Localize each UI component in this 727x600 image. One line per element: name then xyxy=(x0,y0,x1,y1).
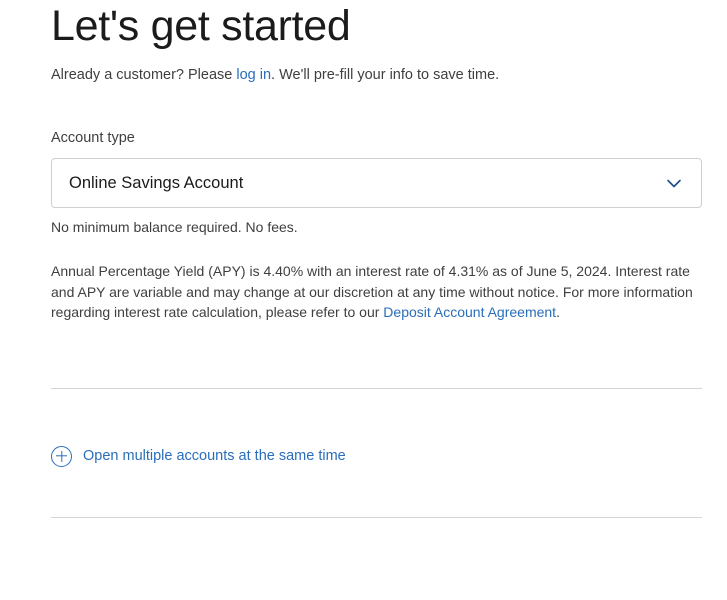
apy-disclosure-text: Annual Percentage Yield (APY) is 4.40% with an interest rate of 4.31% as of June 5, 2024. Interest rate and APY are variable and may change at our discretion at any time without notice. For more information regarding interest rate calculation, please refer to our xyxy=(51,263,693,320)
apy-disclosure xyxy=(51,261,706,323)
divider-bottom xyxy=(51,517,702,518)
account-type-selected-value: Online Savings Account xyxy=(69,173,244,192)
open-multiple-accounts-button[interactable] xyxy=(51,446,346,467)
login-prompt xyxy=(51,65,703,85)
page-title: Let's get started xyxy=(51,2,351,50)
account-type-helper-text: No minimum balance required. No fees. xyxy=(51,219,298,235)
log-in-link[interactable]: log in xyxy=(236,67,272,83)
plus-circle-icon xyxy=(51,446,72,467)
deposit-account-agreement-link[interactable]: Deposit Account Agreement xyxy=(383,304,557,320)
open-multiple-accounts-label: Open multiple accounts at the same time xyxy=(83,448,346,464)
divider-top xyxy=(51,388,702,389)
account-type-select[interactable] xyxy=(51,158,702,208)
login-prompt-text-before: Already a customer? Please xyxy=(51,67,237,83)
apy-disclosure-text-end: . xyxy=(556,304,560,320)
account-type-label: Account type xyxy=(51,130,135,146)
chevron-down-icon[interactable] xyxy=(665,174,683,192)
login-prompt-text-after: . We'll pre-fill your info to save time. xyxy=(271,67,500,83)
